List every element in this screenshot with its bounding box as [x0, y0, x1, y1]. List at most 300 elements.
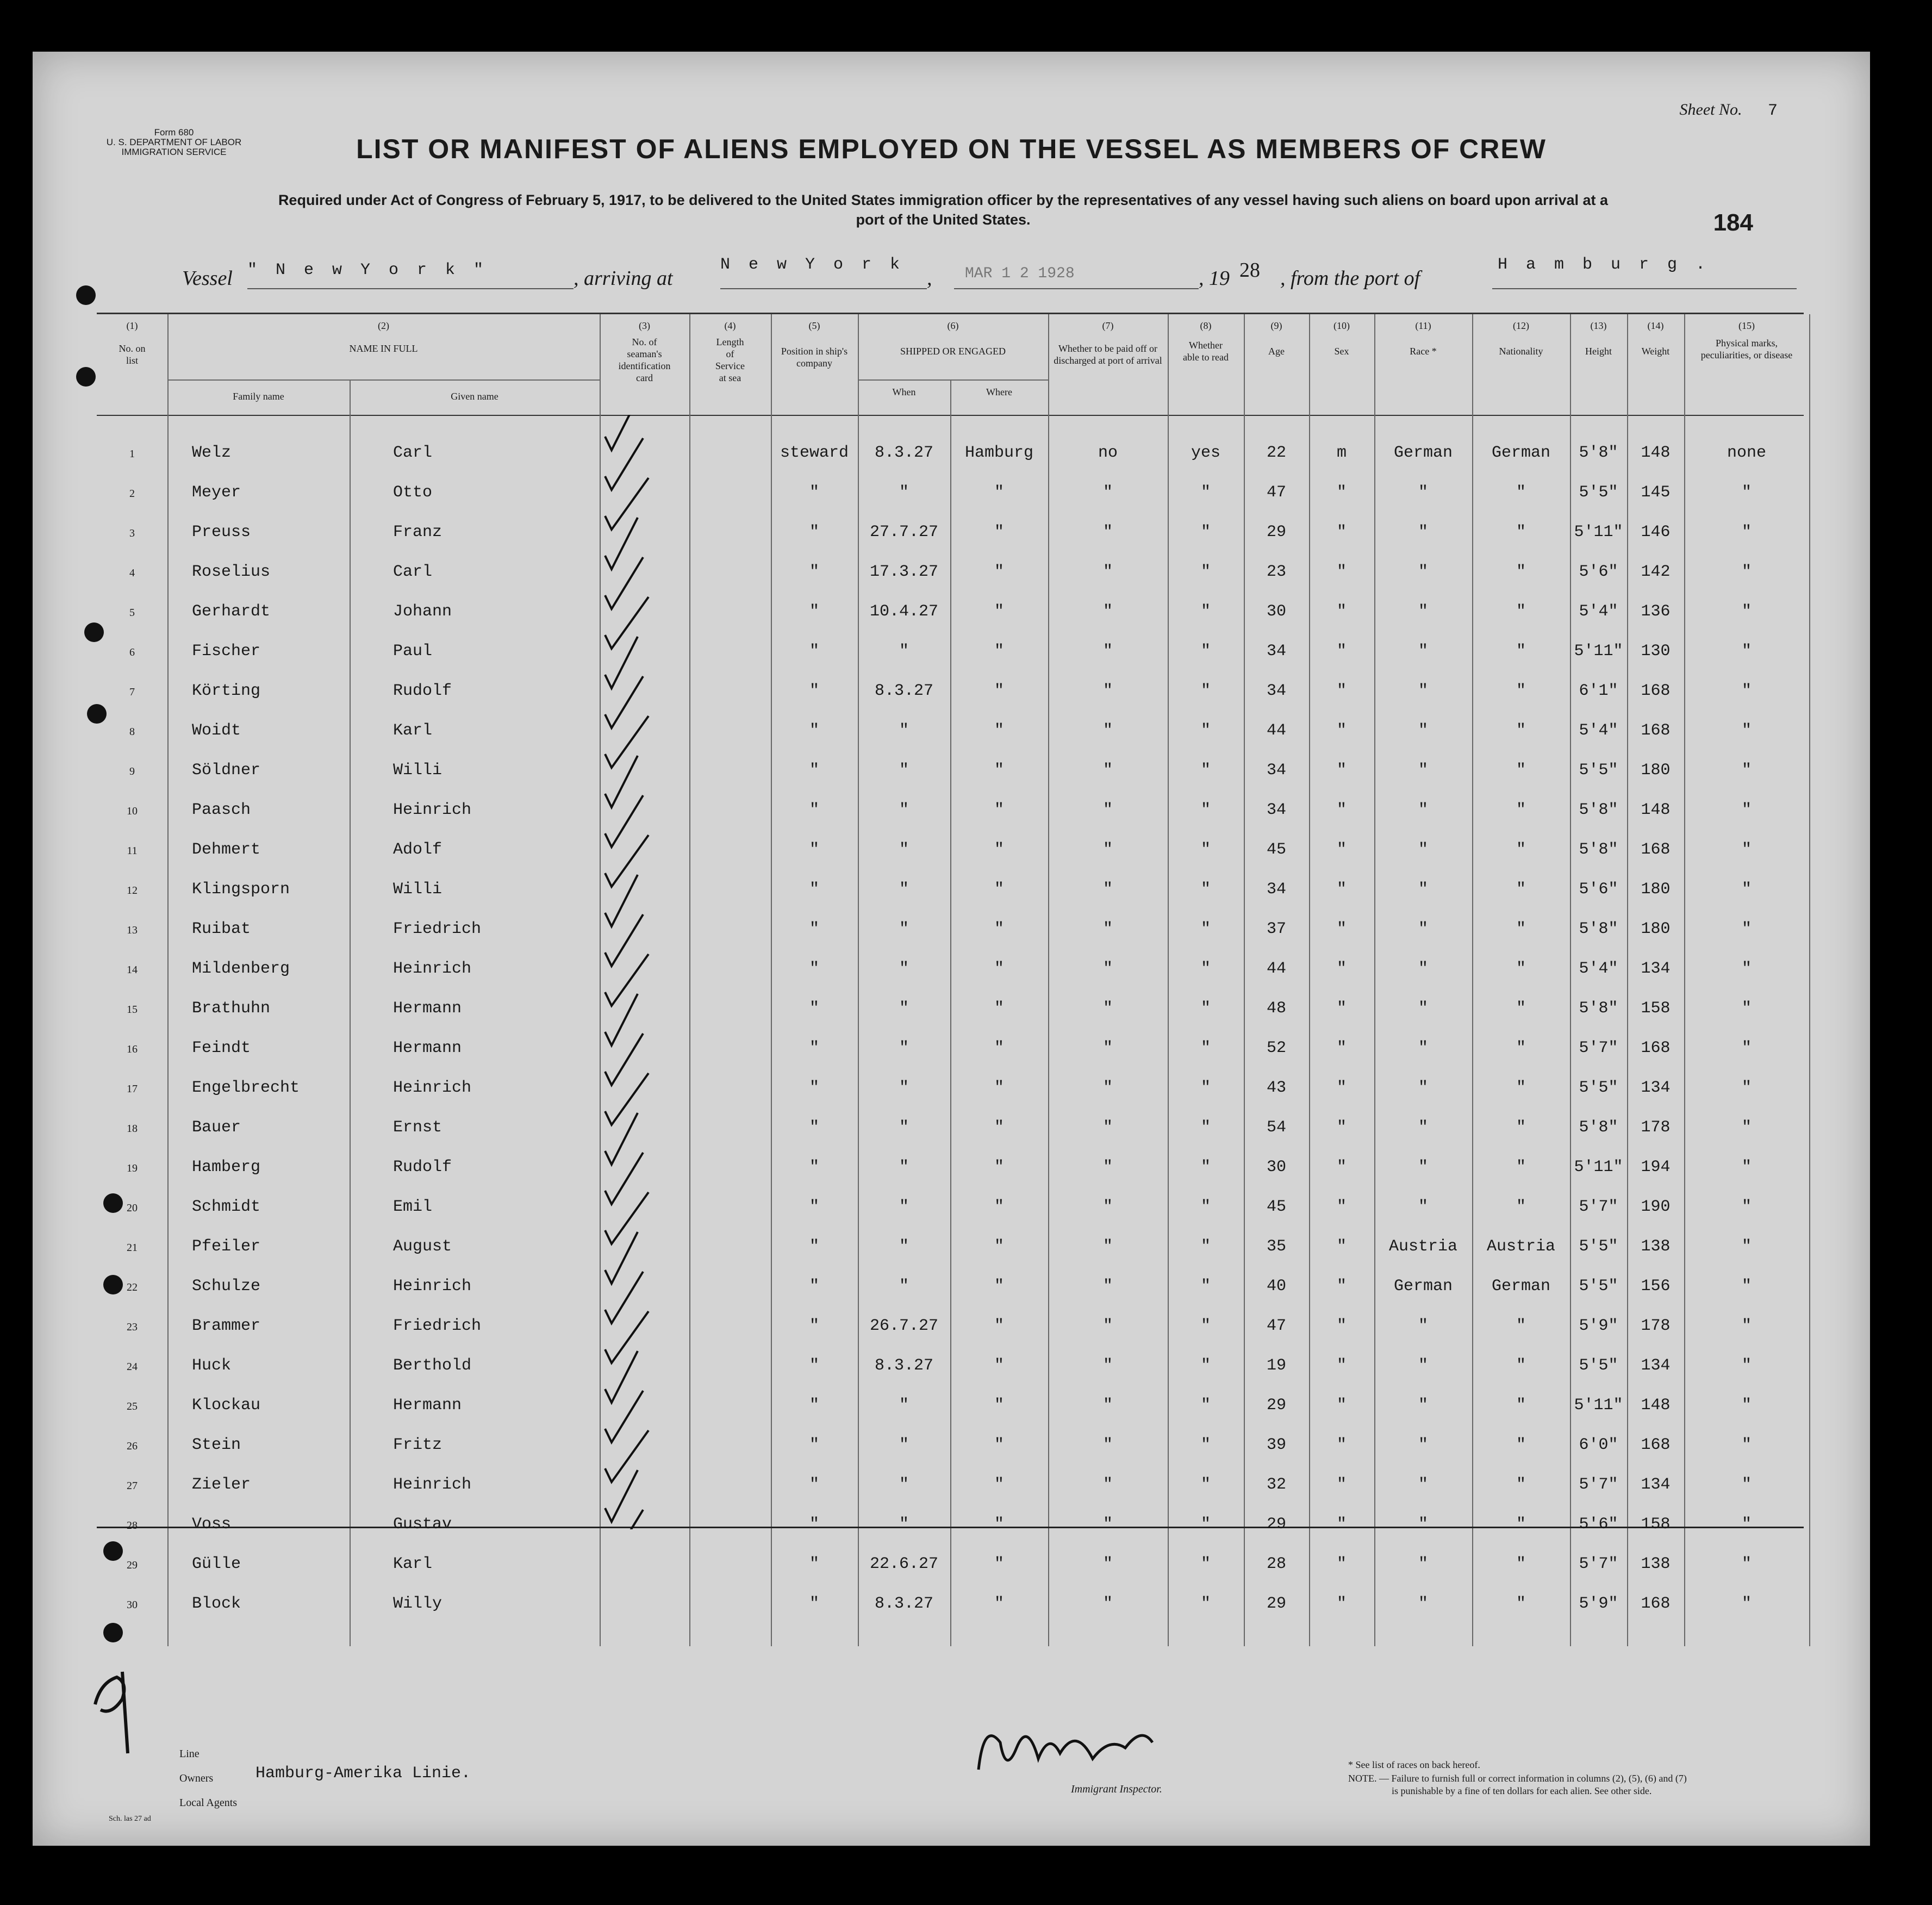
tick-mark — [605, 1430, 649, 1482]
cell-given: Friedrich — [393, 1317, 482, 1335]
cell-sex: " — [1336, 1476, 1347, 1494]
cell-height: 5'4" — [1579, 721, 1618, 740]
cell-read: " — [1200, 960, 1211, 978]
cell-nat: " — [1516, 563, 1526, 581]
cell-given: Adolf — [393, 841, 443, 859]
cell-read: " — [1200, 1079, 1211, 1097]
cell-where: " — [994, 1356, 1004, 1375]
cell-when: " — [899, 721, 909, 740]
cell-paid: " — [1102, 1436, 1113, 1454]
cell-where: " — [994, 960, 1004, 978]
cell-sex: " — [1336, 1158, 1347, 1176]
cell-read: " — [1200, 1595, 1211, 1613]
cell-race: Austria — [1388, 1237, 1458, 1256]
cell-family: Schulze — [192, 1277, 261, 1296]
cell-nat: " — [1516, 523, 1526, 541]
cell-no: 13 — [127, 924, 138, 936]
cell-position: " — [809, 1158, 819, 1176]
cell-read: " — [1200, 602, 1211, 621]
cell-sex: " — [1336, 682, 1347, 700]
cell-no: 19 — [127, 1162, 138, 1174]
header-col-10: (10) Sex — [1333, 320, 1350, 357]
cell-weight: 158 — [1641, 999, 1671, 1018]
cell-family: Dehmert — [192, 841, 261, 859]
tick-mark — [605, 1391, 643, 1442]
list-number: 184 — [1713, 209, 1753, 236]
cell-when: 17.3.27 — [869, 563, 939, 581]
cell-when: " — [899, 483, 909, 502]
cell-read: yes — [1191, 444, 1220, 462]
cell-when: " — [899, 1198, 909, 1216]
cell-paid: " — [1102, 563, 1113, 581]
cell-nat: " — [1516, 1118, 1526, 1137]
cell-read: " — [1200, 1237, 1211, 1256]
cell-sex: " — [1336, 1198, 1347, 1216]
cell-where: " — [994, 1515, 1004, 1534]
cell-height: 5'6" — [1579, 1515, 1618, 1534]
cell-paid: " — [1102, 1118, 1113, 1137]
cell-given: Gustav — [393, 1515, 452, 1534]
cell-no: 28 — [127, 1520, 138, 1532]
cell-given: August — [393, 1237, 452, 1256]
cell-when: " — [899, 920, 909, 938]
cell-age: 52 — [1266, 1039, 1286, 1057]
cell-position: steward — [780, 444, 849, 462]
cell-family: Ruibat — [192, 920, 251, 938]
cell-weight: 180 — [1641, 920, 1671, 938]
cell-no: 20 — [127, 1202, 138, 1214]
cell-marks: " — [1741, 1079, 1752, 1097]
department-name: U. S. DEPARTMENT OF LABOR — [106, 137, 242, 147]
cell-family: Voss — [192, 1515, 232, 1534]
cell-race: " — [1418, 1515, 1428, 1534]
cell-marks: " — [1741, 1555, 1752, 1573]
cell-nat: " — [1516, 1198, 1526, 1216]
cell-marks: " — [1741, 1198, 1752, 1216]
vessel-label: Vessel — [182, 267, 233, 290]
cell-position: " — [809, 483, 819, 502]
cell-family: Klingsporn — [192, 880, 290, 899]
cell-where: " — [994, 1436, 1004, 1454]
cell-nat: " — [1516, 761, 1526, 780]
cell-race: " — [1418, 1118, 1428, 1137]
cell-weight: 134 — [1641, 1476, 1671, 1494]
cell-weight: 168 — [1641, 1436, 1671, 1454]
cell-position: " — [809, 1118, 819, 1137]
cell-height: 5'8" — [1579, 801, 1618, 819]
cell-no: 24 — [127, 1361, 138, 1373]
cell-nat: Austria — [1486, 1237, 1556, 1256]
cell-family: Hamberg — [192, 1158, 261, 1176]
cell-position: " — [809, 1595, 819, 1613]
cell-marks: " — [1741, 602, 1752, 621]
cell-race: " — [1418, 761, 1428, 780]
cell-sex: " — [1336, 841, 1347, 859]
cell-nat: " — [1516, 1396, 1526, 1415]
punch-hole — [76, 285, 96, 305]
cell-position: " — [809, 1555, 819, 1573]
cell-nat: " — [1516, 920, 1526, 938]
cell-weight: 156 — [1641, 1277, 1671, 1296]
cell-weight: 194 — [1641, 1158, 1671, 1176]
cell-read: " — [1200, 1436, 1211, 1454]
cell-family: Meyer — [192, 483, 241, 502]
cell-sex: " — [1336, 1555, 1347, 1573]
header-col-15: (15) Physical marks, peculiarities, or disease — [1700, 320, 1793, 360]
cell-marks: " — [1741, 1158, 1752, 1176]
cell-age: 29 — [1266, 1515, 1286, 1534]
cell-height: 5'7" — [1579, 1476, 1618, 1494]
cell-weight: 168 — [1641, 682, 1671, 700]
tick-mark — [605, 914, 643, 966]
cell-read: " — [1200, 1039, 1211, 1057]
cell-sex: " — [1336, 1515, 1347, 1534]
cell-sex: " — [1336, 563, 1347, 581]
cell-paid: " — [1102, 761, 1113, 780]
owners-label: Owners — [179, 1772, 214, 1784]
tick-mark — [605, 676, 643, 728]
tick-mark — [605, 478, 649, 530]
cell-race: " — [1418, 1595, 1428, 1613]
cell-weight: 158 — [1641, 1515, 1671, 1534]
cell-weight: 148 — [1641, 801, 1671, 819]
cell-position: " — [809, 761, 819, 780]
cell-where: " — [994, 1595, 1004, 1613]
cell-nat: " — [1516, 841, 1526, 859]
cell-family: Feindt — [192, 1039, 251, 1057]
cell-marks: " — [1741, 682, 1752, 700]
cell-position: " — [809, 1396, 819, 1415]
cell-nat: " — [1516, 999, 1526, 1018]
cell-family: Brathuhn — [192, 999, 271, 1018]
cell-age: 37 — [1266, 920, 1286, 938]
cell-where: " — [994, 1476, 1004, 1494]
cell-marks: " — [1741, 960, 1752, 978]
cell-when: " — [899, 841, 909, 859]
cell-no: 9 — [129, 765, 135, 777]
cell-read: " — [1200, 682, 1211, 700]
local-agents-label: Local Agents — [179, 1797, 238, 1809]
cell-race: " — [1418, 999, 1428, 1018]
cell-paid: " — [1102, 1515, 1113, 1534]
cell-sex: " — [1336, 801, 1347, 819]
cell-sex: " — [1336, 1118, 1347, 1137]
cell-family: Fischer — [192, 642, 261, 661]
cell-height: 5'5" — [1579, 1356, 1618, 1375]
cell-marks: " — [1741, 1118, 1752, 1137]
cell-sex: " — [1336, 999, 1347, 1018]
cell-position: " — [809, 1476, 819, 1494]
cell-no: 23 — [127, 1321, 138, 1333]
cell-position: " — [809, 999, 819, 1018]
cell-height: 5'11" — [1574, 523, 1623, 541]
cell-position: " — [809, 1356, 819, 1375]
cell-sex: " — [1336, 1356, 1347, 1375]
cell-age: 48 — [1266, 999, 1286, 1018]
service-name: IMMIGRATION SERVICE — [121, 147, 227, 157]
cell-read: " — [1200, 563, 1211, 581]
cell-nat: " — [1516, 721, 1526, 740]
cell-family: Brammer — [192, 1317, 261, 1335]
cell-position: " — [809, 1237, 819, 1256]
cell-given: Fritz — [393, 1436, 443, 1454]
cell-no: 5 — [129, 607, 135, 619]
header-col-5: (5) Position in ship's company — [781, 320, 848, 369]
punch-hole — [76, 367, 96, 387]
cell-age: 30 — [1266, 1158, 1286, 1176]
form-number: Form 680 — [154, 127, 194, 138]
cell-no: 1 — [129, 448, 135, 460]
cell-where: " — [994, 1317, 1004, 1335]
tick-mark — [605, 795, 643, 847]
cell-no: 7 — [129, 686, 135, 698]
cell-nat: " — [1516, 1079, 1526, 1097]
cell-weight: 138 — [1641, 1555, 1671, 1573]
cell-no: 3 — [129, 527, 135, 539]
cell-sex: " — [1336, 483, 1347, 502]
cell-position: " — [809, 801, 819, 819]
tick-mark — [605, 835, 649, 887]
cell-weight: 178 — [1641, 1118, 1671, 1137]
cell-position: " — [809, 1079, 819, 1097]
cell-position: " — [809, 880, 819, 899]
cell-where: " — [994, 483, 1004, 502]
cell-weight: 148 — [1641, 444, 1671, 462]
cell-height: 6'1" — [1579, 682, 1618, 700]
cell-age: 30 — [1266, 602, 1286, 621]
cell-weight: 136 — [1641, 602, 1671, 621]
cell-position: " — [809, 563, 819, 581]
cell-when: 27.7.27 — [869, 523, 939, 541]
cell-no: 30 — [127, 1599, 138, 1611]
cell-family: Klockau — [192, 1396, 261, 1415]
cell-read: " — [1200, 920, 1211, 938]
arriving-label: , arriving at — [574, 267, 673, 290]
cell-age: 29 — [1266, 1396, 1286, 1415]
cell-age: 44 — [1266, 960, 1286, 978]
cell-family: Welz — [192, 444, 232, 462]
from-port-label: , from the port of — [1280, 267, 1420, 290]
tick-mark — [605, 438, 643, 490]
cell-read: " — [1200, 761, 1211, 780]
cell-nat: " — [1516, 682, 1526, 700]
cell-height: 5'11" — [1574, 642, 1623, 661]
cell-given: Rudolf — [393, 682, 452, 700]
cell-given: Willi — [393, 880, 443, 899]
cell-sex: " — [1336, 1436, 1347, 1454]
cell-weight: 138 — [1641, 1237, 1671, 1256]
cell-height: 5'6" — [1579, 563, 1618, 581]
cell-marks: none — [1727, 444, 1766, 462]
cell-given: Willy — [393, 1595, 443, 1613]
tick-mark — [605, 716, 649, 768]
cell-height: 5'5" — [1579, 1079, 1618, 1097]
cell-marks: " — [1741, 761, 1752, 780]
cell-height: 5'4" — [1579, 602, 1618, 621]
tick-mark — [605, 1311, 649, 1363]
cell-position: " — [809, 721, 819, 740]
header-col-13: (13) Height — [1585, 320, 1612, 357]
header-where: Where — [986, 387, 1012, 397]
cell-no: 25 — [127, 1400, 138, 1412]
cell-paid: " — [1102, 1198, 1113, 1216]
tick-mark — [605, 954, 649, 1006]
cell-family: Pfeiler — [192, 1237, 261, 1256]
cell-age: 34 — [1266, 761, 1286, 780]
cell-sex: m — [1336, 444, 1347, 462]
cell-when: " — [899, 1515, 909, 1534]
vessel-line: Vessel " N e w Y o r k " , arriving at N e w Y o r k , MAR 1 2 1928 , 19 28 , from the port of H a m b u r g . — [182, 256, 1813, 294]
cell-given: Heinrich — [393, 1476, 472, 1494]
cell-height: 5'5" — [1579, 1237, 1618, 1256]
manifest-sheet — [33, 52, 1870, 1846]
cell-race: " — [1418, 1198, 1428, 1216]
cell-position: " — [809, 642, 819, 661]
cell-position: " — [809, 1277, 819, 1296]
cell-family: Huck — [192, 1356, 232, 1375]
header-col-4: (4) Length of Service at sea — [715, 320, 745, 383]
cell-when: " — [899, 1039, 909, 1057]
cell-where: " — [994, 1555, 1004, 1573]
header-col-8: (8) Whether able to read — [1183, 320, 1229, 363]
cell-read: " — [1200, 721, 1211, 740]
cell-nat: " — [1516, 1436, 1526, 1454]
cell-sex: " — [1336, 960, 1347, 978]
cell-race: " — [1418, 721, 1428, 740]
cell-paid: no — [1098, 444, 1118, 462]
crew-table — [97, 313, 1804, 1646]
cell-where: " — [994, 1396, 1004, 1415]
cell-read: " — [1200, 1317, 1211, 1335]
cell-race: German — [1393, 1277, 1453, 1296]
cell-no: 11 — [127, 845, 138, 857]
cell-when: " — [899, 1396, 909, 1415]
cell-nat: " — [1516, 602, 1526, 621]
cell-nat: " — [1516, 1595, 1526, 1613]
header-when: When — [892, 387, 916, 397]
cell-position: " — [809, 920, 819, 938]
cell-given: Ernst — [393, 1118, 443, 1137]
cell-marks: " — [1741, 841, 1752, 859]
tick-mark — [605, 1192, 649, 1244]
cell-read: " — [1200, 1476, 1211, 1494]
cell-height: 5'11" — [1574, 1396, 1623, 1415]
cell-paid: " — [1102, 1237, 1113, 1256]
cell-height: 5'5" — [1579, 761, 1618, 780]
cell-height: 5'5" — [1579, 1277, 1618, 1296]
cell-no: 8 — [129, 726, 135, 738]
cell-paid: " — [1102, 682, 1113, 700]
cell-when: " — [899, 1118, 909, 1137]
page-title: LIST OR MANIFEST OF ALIENS EMPLOYED ON THE VESSEL AS MEMBERS OF CREW — [356, 134, 1547, 164]
cell-age: 39 — [1266, 1436, 1286, 1454]
cell-paid: " — [1102, 1277, 1113, 1296]
tick-mark — [605, 1034, 643, 1085]
cell-weight: 148 — [1641, 1396, 1671, 1415]
cell-age: 35 — [1266, 1237, 1286, 1256]
cell-read: " — [1200, 1158, 1211, 1176]
cell-given: Karl — [393, 1555, 433, 1573]
cell-marks: " — [1741, 1476, 1752, 1494]
cell-paid: " — [1102, 602, 1113, 621]
cell-weight: 146 — [1641, 523, 1671, 541]
cell-height: 6'0" — [1579, 1436, 1618, 1454]
line-label: Line — [179, 1748, 200, 1760]
cell-marks: " — [1741, 920, 1752, 938]
cell-age: 19 — [1266, 1356, 1286, 1375]
cell-family: Stein — [192, 1436, 241, 1454]
handwritten-numeral — [84, 1661, 149, 1759]
cell-age: 34 — [1266, 682, 1286, 700]
cell-where: " — [994, 999, 1004, 1018]
cell-nat: " — [1516, 960, 1526, 978]
cell-read: " — [1200, 880, 1211, 899]
cell-height: 5'7" — [1579, 1555, 1618, 1573]
cell-weight: 134 — [1641, 960, 1671, 978]
cell-no: 4 — [129, 567, 135, 579]
cell-nat: " — [1516, 642, 1526, 661]
cell-given: Otto — [393, 483, 433, 502]
cell-when: " — [899, 1158, 909, 1176]
cell-sex: " — [1336, 642, 1347, 661]
cell-race: " — [1418, 563, 1428, 581]
cell-marks: " — [1741, 1595, 1752, 1613]
cell-family: Mildenberg — [192, 960, 290, 978]
cell-age: 28 — [1266, 1555, 1286, 1573]
cell-no: 17 — [127, 1083, 138, 1095]
cell-race: " — [1418, 1158, 1428, 1176]
cell-sex: " — [1336, 602, 1347, 621]
tick-mark — [605, 1272, 643, 1323]
cell-family: Engelbrecht — [192, 1079, 300, 1097]
cell-race: " — [1418, 841, 1428, 859]
cell-where: " — [994, 1158, 1004, 1176]
cell-age: 34 — [1266, 880, 1286, 899]
cell-position: " — [809, 602, 819, 621]
cell-no: 27 — [127, 1480, 138, 1492]
cell-where: " — [994, 523, 1004, 541]
cell-given: Willi — [393, 761, 443, 780]
cell-sex: " — [1336, 523, 1347, 541]
cell-sex: " — [1336, 721, 1347, 740]
cell-when: " — [899, 761, 909, 780]
cell-family: Woidt — [192, 721, 241, 740]
cell-nat: " — [1516, 801, 1526, 819]
cell-sex: " — [1336, 1595, 1347, 1613]
cell-given: Carl — [393, 563, 433, 581]
cell-race: " — [1418, 920, 1428, 938]
cell-where: " — [994, 880, 1004, 899]
cell-nat: " — [1516, 1555, 1526, 1573]
cell-given: Franz — [393, 523, 443, 541]
cell-race: " — [1418, 801, 1428, 819]
cell-no: 15 — [127, 1004, 138, 1016]
cell-given: Friedrich — [393, 920, 482, 938]
cell-where: " — [994, 563, 1004, 581]
header-col-9: (9) Age — [1268, 320, 1285, 357]
cell-race: " — [1418, 1476, 1428, 1494]
cell-family: Söldner — [192, 761, 261, 780]
cell-read: " — [1200, 1555, 1211, 1573]
cell-where: " — [994, 602, 1004, 621]
cell-family: Körting — [192, 682, 261, 700]
cell-paid: " — [1102, 1595, 1113, 1613]
cell-weight: 168 — [1641, 1039, 1671, 1057]
cell-where: " — [994, 642, 1004, 661]
cell-given: Emil — [393, 1198, 433, 1216]
cell-height: 5'7" — [1579, 1039, 1618, 1057]
cell-sex: " — [1336, 1277, 1347, 1296]
